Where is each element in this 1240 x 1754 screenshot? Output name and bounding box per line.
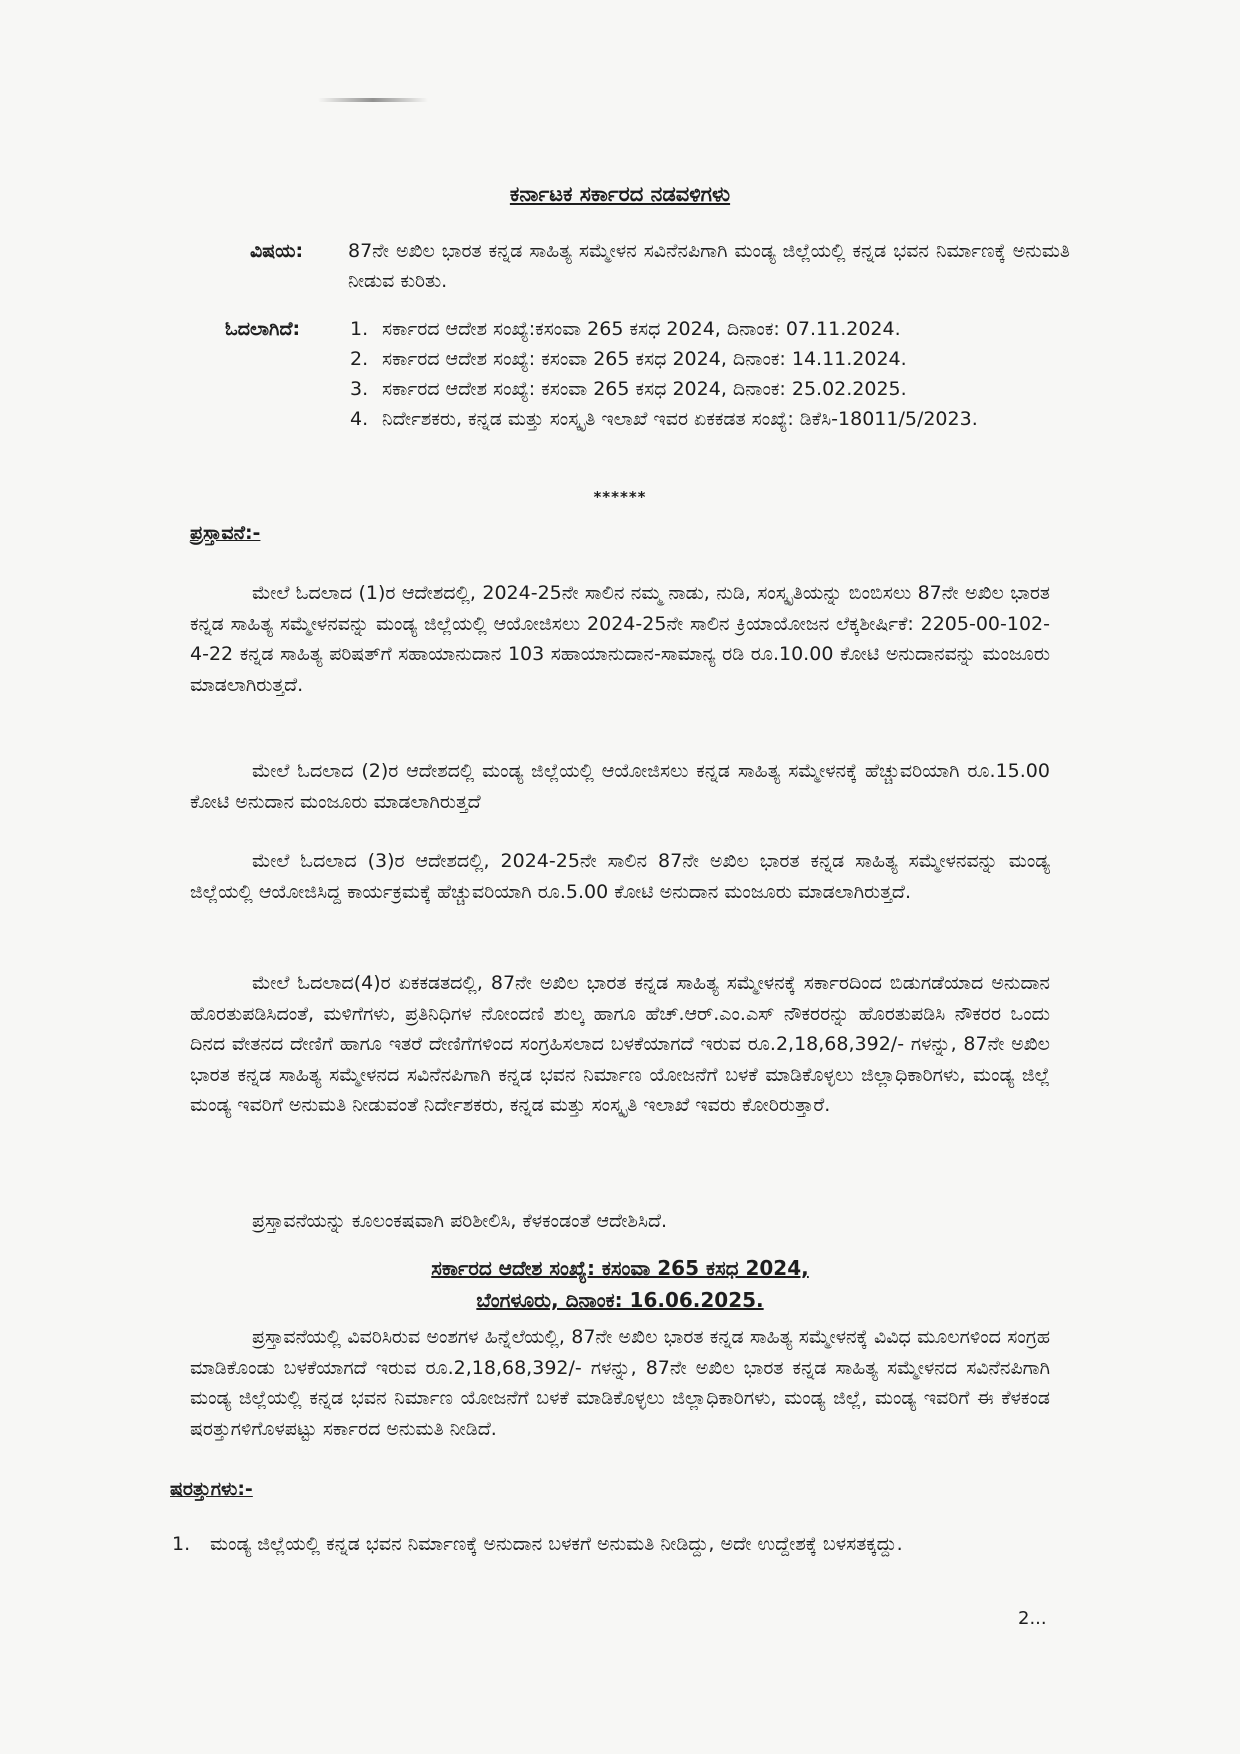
- condition-text: ಮಂಡ್ಯ ಜಿಲ್ಲೆಯಲ್ಲಿ ಕನ್ನಡ ಭವನ ನಿರ್ಮಾಣಕ್ಕೆ ಅನುದಾನ ಬಳಕಗೆ ಅನುಮತಿ ನೀಡಿದ್ದು, ಅದೇ ಉದ್ದೇಶಕ್ಕೆ ಬಳಸತಕ್ಕದ್ದು.: [210, 1533, 903, 1555]
- reference-number: 2.: [350, 348, 369, 370]
- subject-text: 87ನೇ ಅಖಿಲ ಭಾರತ ಕನ್ನಡ ಸಾಹಿತ್ಯ ಸಮ್ಮೇಳನ ಸವಿನೆನಪಿಗಾಗಿ ಮಂಡ್ಯ ಜಿಲ್ಲೆಯಲ್ಲಿ ಕನ್ನಡ ಭವನ ನಿರ್ಮಾಣಕ್ಕೆ ಅನುಮತಿ ನೀಡುವ ಕುರಿತು.: [348, 240, 1070, 292]
- reference-item: [350, 344, 1050, 374]
- reference-item: [350, 374, 1050, 404]
- references-list: [350, 314, 1050, 434]
- reference-text: ಸರ್ಕಾರದ ಆದೇಶ ಸಂಖ್ಯೆ:ಕಸಂವಾ 265 ಕಸಧ 2024, ದಿನಾಂಕ: 07.11.2024.: [382, 318, 901, 340]
- reference-number: 3.: [350, 378, 369, 400]
- preamble-paragraph: ಮೇಲೆ ಓದಲಾದ (1)ರ ಆದೇಶದಲ್ಲಿ, 2024-25ನೇ ಸಾಲಿನ ನಮ್ಮ ನಾಡು, ನುಡಿ, ಸಂಸ್ಕೃತಿಯನ್ನು ಬಿಂಬಿಸಲು 87ನೇ ಅಖಿಲ ಭಾರತ ಕನ್ನಡ ಸಾಹಿತ್ಯ ಸಮ್ಮೇಳನವನ್ನು ಮಂಡ್ಯ ಜಿಲ್ಲೆಯಲ್ಲಿ ಆಯೋಜಿಸಲು 2024-25ನೇ ಸಾಲಿನ ಕ್ರಿಯಾಯೋಜನ ಲೆಕ್ಕಶೀರ್ಷಿಕೆ: 2205-00-102-4-22 ಕನ್ನಡ ಸಾಹಿತ್ಯ ಪರಿಷತ್‌ಗೆ ಸಹಾಯಾನುದಾನ 103 ಸಹಾಯಾನುದಾನ-ಸಾಮಾನ್ಯ ರಡಿ ರೂ.10.00 ಕೋಟಿ ಅನುದಾನವನ್ನು ಮಂಜೂರು ಮಾಡಲಾಗಿರುತ್ತದೆ.: [190, 582, 1050, 696]
- condition-item: [172, 1528, 1050, 1560]
- conditions-heading: ಷರತ್ತುಗಳು:-: [170, 1478, 253, 1500]
- scan-artifact: [318, 98, 428, 102]
- condition-number: 1.: [172, 1533, 191, 1555]
- reference-item: [350, 314, 1050, 344]
- order-place-date: ಬೆಂಗಳೂರು, ದಿನಾಂಕ: 16.06.2025.: [476, 1288, 764, 1312]
- reference-text: ಸರ್ಕಾರದ ಆದೇಶ ಸಂಖ್ಯೆ: ಕಸಂವಾ 265 ಕಸಧ 2024, ದಿನಾಂಕ: 14.11.2024.: [382, 348, 907, 370]
- continued-page-marker: 2...: [1018, 1608, 1047, 1629]
- reference-text: ನಿರ್ದೇಶಕರು, ಕನ್ನಡ ಮತ್ತು ಸಂಸ್ಕೃತಿ ಇಲಾಖೆ ಇವರ ಏಕಕಡತ ಸಂಖ್ಯೆ: ಡಿಕೆಸಿ-18011/5/2023.: [382, 408, 978, 430]
- references-label: ಓದಲಾಗಿದೆ:: [225, 318, 301, 340]
- order-number: ಸರ್ಕಾರದ ಆದೇಶ ಸಂಖ್ಯೆ: ಕಸಂವಾ 265 ಕಸಧ 2024,: [431, 1256, 809, 1280]
- section-separator: ******: [593, 488, 647, 506]
- reference-item: [350, 404, 1050, 434]
- preamble-paragraph: ಮೇಲೆ ಓದಲಾದ (3)ರ ಆದೇಶದಲ್ಲಿ, 2024-25ನೇ ಸಾಲಿನ 87ನೇ ಅಖಿಲ ಭಾರತ ಕನ್ನಡ ಸಾಹಿತ್ಯ ಸಮ್ಮೇಳನವನ್ನು ಮಂಡ್ಯ ಜಿಲ್ಲೆಯಲ್ಲಿ ಆಯೋಜಿಸಿದ್ದ ಕಾರ್ಯಕ್ರಮಕ್ಕೆ ಹೆಚ್ಚುವರಿಯಾಗಿ ರೂ.5.00 ಕೋಟಿ ಅನುದಾನ ಮಂಜೂರು ಮಾಡಲಾಗಿರುತ್ತದೆ.: [190, 850, 1050, 903]
- preamble-paragraph: ಮೇಲೆ ಓದಲಾದ (2)ರ ಆದೇಶದಲ್ಲಿ ಮಂಡ್ಯ ಜಿಲ್ಲೆಯಲ್ಲಿ ಆಯೋಜಿಸಲು ಕನ್ನಡ ಸಾಹಿತ್ಯ ಸಮ್ಮೇಳನಕ್ಕೆ ಹೆಚ್ಚುವರಿಯಾಗಿ ರೂ.15.00 ಕೋಟಿ ಅನುದಾನ ಮಂಜೂರು ಮಾಡಲಾಗಿರುತ್ತದೆ: [190, 760, 1050, 813]
- reference-number: 1.: [350, 318, 369, 340]
- reference-number: 4.: [350, 408, 369, 430]
- preamble-paragraph: ಪ್ರಸ್ತಾವನೆಯನ್ನು ಕೂಲಂಕಷವಾಗಿ ಪರಿಶೀಲಿಸಿ, ಕೆಳಕಂಡಂತೆ ಆದೇಶಿಸಿದೆ.: [252, 1210, 668, 1232]
- reference-text: ಸರ್ಕಾರದ ಆದೇಶ ಸಂಖ್ಯೆ: ಕಸಂವಾ 265 ಕಸಧ 2024, ದಿನಾಂಕ: 25.02.2025.: [382, 378, 907, 400]
- preamble-paragraph: ಮೇಲೆ ಓದಲಾದ(4)ರ ಏಕಕಡತದಲ್ಲಿ, 87ನೇ ಅಖಿಲ ಭಾರತ ಕನ್ನಡ ಸಾಹಿತ್ಯ ಸಮ್ಮೇಳನಕ್ಕೆ ಸರ್ಕಾರದಿಂದ ಬಿಡುಗಡೆಯಾದ ಅನುದಾನ ಹೊರತುಪಡಿಸಿದಂತೆ, ಮಳಿಗೆಗಳು, ಪ್ರತಿನಿಧಿಗಳ ನೋಂದಣಿ ಶುಲ್ಕ ಹಾಗೂ ಹೆಚ್.ಆರ್.ಎಂ.ಎಸ್ ನೌಕರರನ್ನು ಹೊರತುಪಡಿಸಿ ನೌಕರರ ಒಂದು ದಿನದ ವೇತನದ ದೇಣಿಗೆ ಹಾಗೂ ಇತರೆ ದೇಣಿಗೆಗಳಿಂದ ಸಂಗ್ರಹಿಸಲಾದ ಬಳಕೆಯಾಗದೆ ಇರುವ ರೂ.2,18,68,392/- ಗಳನ್ನು, 87ನೇ ಅಖಿಲ ಭಾರತ ಕನ್ನಡ ಸಾಹಿತ್ಯ ಸಮ್ಮೇಳನದ ಸವಿನೆನಪಿಗಾಗಿ ಕನ್ನಡ ಭವನ ನಿರ್ಮಾಣ ಯೋಜನೆಗೆ ಬಳಕೆ ಮಾಡಿಕೊಳ್ಳಲು ಜಿಲ್ಲಾಧಿಕಾರಿಗಳು, ಮಂಡ್ಯ ಜಿಲ್ಲೆ ಮಂಡ್ಯ ಇವರಿಗೆ ಅನುಮತಿ ನೀಡುವಂತೆ ನಿರ್ದೇಶಕರು, ಕನ್ನಡ ಮತ್ತು ಸಂಸ್ಕೃತಿ ಇಲಾಖೆ ಇವರು ಕೋರಿರುತ್ತಾರೆ.: [190, 972, 1050, 1116]
- document-title: ಕರ್ನಾಟಕ ಸರ್ಕಾರದ ನಡವಳಿಗಳು: [509, 182, 731, 206]
- preamble-heading: ಪ್ರಸ್ತಾವನೆ:-: [190, 522, 261, 544]
- subject-label: ವಿಷಯ:: [250, 240, 304, 262]
- order-paragraph: ಪ್ರಸ್ತಾವನೆಯಲ್ಲಿ ವಿವರಿಸಿರುವ ಅಂಶಗಳ ಹಿನ್ನೆಲೆಯಲ್ಲಿ, 87ನೇ ಅಖಿಲ ಭಾರತ ಕನ್ನಡ ಸಾಹಿತ್ಯ ಸಮ್ಮೇಳನಕ್ಕೆ ವಿವಿಧ ಮೂಲಗಳಿಂದ ಸಂಗ್ರಹ ಮಾಡಿಕೊಂಡು ಬಳಕೆಯಾಗದೆ ಇರುವ ರೂ.2,18,68,392/- ಗಳನ್ನು, 87ನೇ ಅಖಿಲ ಭಾರತ ಕನ್ನಡ ಸಾಹಿತ್ಯ ಸಮ್ಮೇಳನದ ಸವಿನೆನಪಿಗಾಗಿ ಮಂಡ್ಯ ಜಿಲ್ಲೆಯಲ್ಲಿ ಕನ್ನಡ ಭವನ ನಿರ್ಮಾಣ ಯೋಜನೆಗೆ ಬಳಕೆ ಮಾಡಿಕೊಳ್ಳಲು ಜಿಲ್ಲಾಧಿಕಾರಿಗಳು, ಮಂಡ್ಯ ಜಿಲ್ಲೆ, ಮಂಡ್ಯ ಇವರಿಗೆ ಈ ಕೆಳಕಂಡ ಷರತ್ತುಗಳಿಗೊಳಪಟ್ಟು ಸರ್ಕಾರದ ಅನುಮತಿ ನೀಡಿದೆ.: [190, 1326, 1050, 1440]
